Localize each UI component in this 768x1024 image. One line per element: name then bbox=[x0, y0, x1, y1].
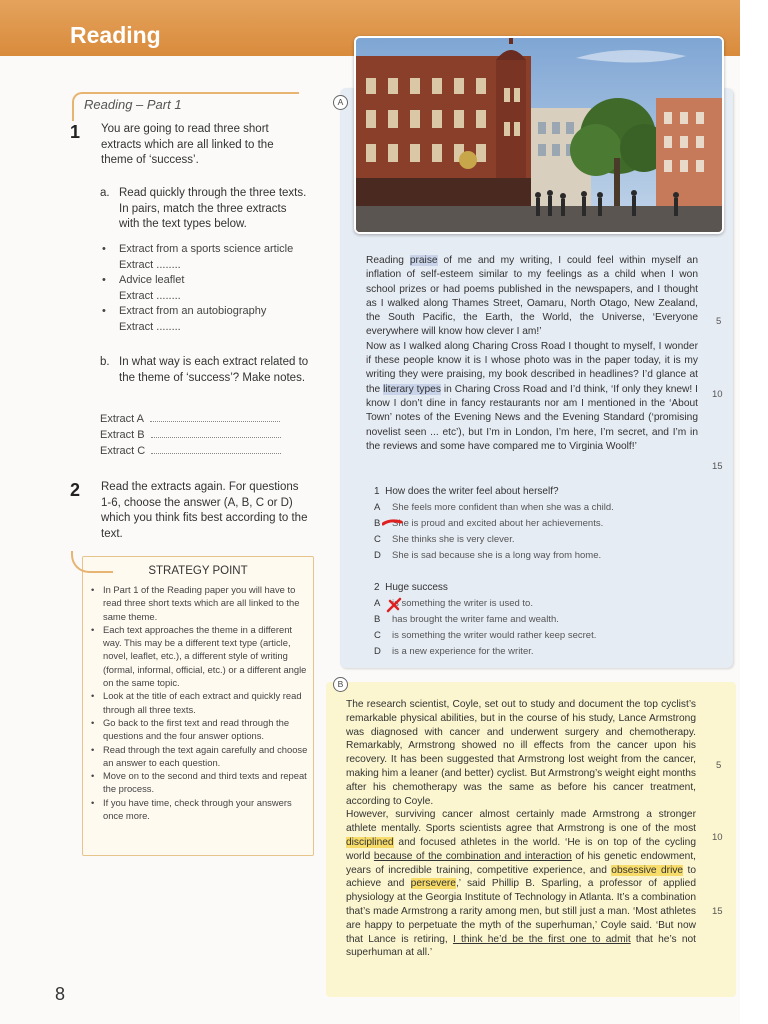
answer-option[interactable] bbox=[374, 628, 714, 644]
option-letter: A bbox=[374, 598, 381, 609]
text-run: ,’ said Phillip B. Sparling, a professor of applied physiology at the Georgia Institute of Technology in Atlanta. It’s a combination that’s made Armstrong a rarity among men, but still just a man. ‘Most athletes are happy to perpetuate the myth of the superhuman,’ Coyle said. ‘But now that Lance is retiring, bbox=[346, 878, 697, 945]
question-1a bbox=[100, 186, 315, 234]
extract-note-line bbox=[100, 444, 315, 460]
option-letter: D bbox=[374, 550, 381, 561]
note-blank[interactable] bbox=[150, 412, 280, 422]
text-type-label: Extract from a sports science article bbox=[119, 243, 294, 255]
extract-notes bbox=[100, 412, 315, 459]
note-blank[interactable] bbox=[151, 444, 281, 454]
extract-a-text bbox=[366, 254, 698, 454]
option-letter: B bbox=[374, 518, 381, 529]
extract-note-line bbox=[100, 412, 315, 428]
underlined-phrase: I think he’d be the first one to admit bbox=[452, 933, 631, 945]
extract-note-label: Extract A bbox=[100, 413, 145, 425]
pen-mark-icon bbox=[382, 516, 404, 530]
question-1-text: You are going to read three short extracts which are all linked to the theme of ‘success’. bbox=[101, 123, 274, 166]
list-item bbox=[100, 273, 320, 304]
option-letter: A bbox=[374, 502, 381, 513]
option-text: She feels more confident than when she was a child. bbox=[392, 502, 614, 513]
list-item bbox=[100, 304, 320, 335]
line-number: 10 bbox=[712, 832, 723, 843]
answer-option[interactable] bbox=[374, 500, 714, 516]
strategy-title: STRATEGY POINT bbox=[148, 565, 248, 577]
list-item bbox=[100, 242, 320, 273]
extract-note-label: Extract C bbox=[100, 444, 146, 457]
text-run: to achieve and bbox=[346, 864, 696, 890]
line-number: 5 bbox=[716, 760, 722, 771]
question-1b-label: b. bbox=[100, 356, 110, 368]
text-run: that he’s not superhuman at all.’ bbox=[346, 933, 696, 959]
question-heading bbox=[374, 484, 714, 500]
question-1b-text: In what way is each extract related to the theme of ‘success’? Make notes. bbox=[119, 356, 309, 384]
page-number: 8 bbox=[55, 984, 66, 1004]
question-text: Huge success bbox=[385, 582, 448, 593]
street-scene-illustration bbox=[356, 38, 722, 232]
highlighted-word: persevere bbox=[410, 878, 456, 890]
line-number: 15 bbox=[712, 461, 723, 472]
extract-a-p1 bbox=[366, 255, 698, 337]
text-run: of his genetic endowment, years of incredible training, competitive experience, and bbox=[346, 850, 696, 876]
extract-b-p2 bbox=[346, 809, 696, 958]
text-run: of me and my writing, I could feel within myself an inflation of self-esteem similar to my feelings as a child when I won school prizes or had poems published in the newspapers, and I thought as I walked along Thames Street, Oamaru, North Otago, New Zealand, the South Pacific, the Earth, the World, the Universe, ‘Everyone everywhere will know how clever I am!’ bbox=[366, 255, 699, 338]
question-number: 2 bbox=[374, 582, 380, 593]
text-type-label: Advice leaflet bbox=[119, 274, 185, 286]
text-run: in Charing Cross Road and I’d think, ‘If only they knew! I know I don’t dine in fancy restaurants nor am I mentioned in the ‘About Town’ notes of the Evening News and the Evening Standard (‘promising novelist seen ... etc’), but I’m in London, I’m here, I’m secret, and I’m in the reviews and some have compared me to Virginia Woolf!’ bbox=[366, 383, 698, 452]
part-title: Reading – Part 1 bbox=[72, 92, 299, 121]
strategy-item: • Each text approaches the theme in a different way. This may be a different text type (article, novel, leaflet, etc.), a different style of writing (formal, informal, official, etc.) or a different angle on the same topic. bbox=[91, 623, 309, 689]
extract-b-label: B bbox=[333, 677, 348, 692]
question-1a-label: a. bbox=[100, 187, 110, 199]
text-run: Reading bbox=[366, 255, 410, 266]
extract-b-p1: The research scientist, Coyle, set out to study and document the top cyclist’s remarkable physical abilities, but in the course of his study, Lance Armstrong was diagnosed with cancer and underwent surgery and chemotherapy. Remarkably, Armstrong showed no ill effects from the cancer upon his recovery. It has been suggested that Armstrong lost weight from the cancer, making him a leaner (and better) cyclist. But Armstrong’s weight eight months after his chemotherapy was the same as before his cancer treatment, according to Coyle. bbox=[346, 699, 696, 807]
london-street-photo bbox=[354, 36, 724, 234]
underlined-phrase: because of the combination and interaction bbox=[373, 850, 572, 862]
extract-a-label: A bbox=[333, 95, 348, 110]
option-letter: D bbox=[374, 646, 381, 657]
highlighted-word: praise bbox=[409, 255, 438, 266]
line-number: 5 bbox=[716, 316, 722, 327]
option-letter: B bbox=[374, 614, 381, 625]
option-letter: C bbox=[374, 630, 381, 641]
extract-b-text bbox=[346, 698, 696, 960]
question-1-block bbox=[374, 484, 714, 564]
option-text: is a new experience for the writer. bbox=[392, 646, 534, 657]
question-2-text: Read the extracts again. For questions 1-6, choose the answer (A, B, C or D) which you think fits best according to the text. bbox=[101, 481, 308, 540]
highlighted-word: obsessive drive bbox=[611, 864, 684, 876]
highlighted-word: literary types bbox=[383, 383, 441, 395]
option-text: has brought the writer fame and wealth. bbox=[392, 614, 559, 625]
option-text: is something the writer would rather keep secret. bbox=[392, 630, 597, 641]
answer-option[interactable] bbox=[374, 532, 714, 548]
answer-option[interactable] bbox=[374, 612, 714, 628]
strategy-item: • Move on to the second and third texts and repeat the process. bbox=[91, 769, 309, 796]
section-title: Reading bbox=[70, 22, 161, 48]
question-1-number: 1 bbox=[70, 122, 81, 142]
option-letter: C bbox=[374, 534, 381, 545]
line-number: 15 bbox=[712, 906, 723, 917]
strategy-item: • Read through the text again carefully and choose an answer to each question. bbox=[91, 743, 309, 770]
pen-cross-icon bbox=[385, 596, 403, 614]
answer-option[interactable] bbox=[374, 644, 714, 660]
answer-option[interactable] bbox=[374, 548, 714, 564]
question-1b bbox=[100, 355, 315, 403]
option-text: She thinks she is very clever. bbox=[392, 534, 515, 545]
question-1a-text: Read quickly through the three texts. In pairs, match the three extracts with the text types below. bbox=[119, 187, 307, 230]
answer-option[interactable] bbox=[374, 596, 714, 612]
strategy-item: • If you have time, check through your answers once more. bbox=[91, 796, 309, 823]
extract-blank[interactable]: Extract ........ bbox=[119, 320, 181, 333]
option-text: She is proud and excited about her achievements. bbox=[392, 518, 604, 529]
question-heading bbox=[374, 580, 714, 596]
question-number: 1 bbox=[374, 486, 380, 497]
option-text: is something the writer is used to. bbox=[392, 598, 533, 609]
extract-note-line bbox=[100, 428, 315, 444]
strategy-item: • In Part 1 of the Reading paper you will have to read three short texts which are all linked to the same theme. bbox=[91, 583, 309, 623]
question-2-number: 2 bbox=[70, 480, 81, 500]
text-run: and focused athletes in the world. ‘He is on top of the cycling world bbox=[346, 836, 696, 862]
extract-blank[interactable]: Extract ........ bbox=[119, 258, 181, 271]
strategy-box bbox=[82, 556, 314, 856]
strategy-item: • Go back to the first text and read through the questions and the four answer options. bbox=[91, 716, 309, 743]
text-type-list bbox=[100, 242, 320, 335]
line-number: 10 bbox=[712, 389, 723, 400]
highlighted-word: disciplined bbox=[346, 836, 394, 848]
text-type-label: Extract from an autobiography bbox=[119, 305, 267, 317]
strategy-item: • Look at the title of each extract and quickly read through all three texts. bbox=[91, 689, 309, 716]
question-2-block bbox=[374, 580, 714, 660]
page-edge bbox=[740, 0, 768, 1024]
extract-a-p2 bbox=[366, 341, 698, 452]
question-text: How does the writer feel about herself? bbox=[385, 486, 559, 497]
option-text: She is sad because she is a long way from home. bbox=[392, 550, 602, 561]
extract-blank[interactable]: Extract ........ bbox=[119, 289, 181, 302]
text-run: Now as I walked along Charing Cross Road I thought to myself, I wonder if these people know it is I whose photo was in the paper today, it is my writing they were praising, my book described in headlines? I’d glance at the bbox=[366, 340, 698, 395]
extract-note-label: Extract B bbox=[100, 428, 145, 441]
text-run: However, surviving cancer almost certainly made Armstrong a stronger athlete mentally. Sports scientists agree that Armstrong is one of the most bbox=[346, 809, 696, 835]
note-blank[interactable] bbox=[151, 428, 281, 438]
strategy-list bbox=[91, 583, 309, 822]
answer-option[interactable] bbox=[374, 516, 714, 532]
